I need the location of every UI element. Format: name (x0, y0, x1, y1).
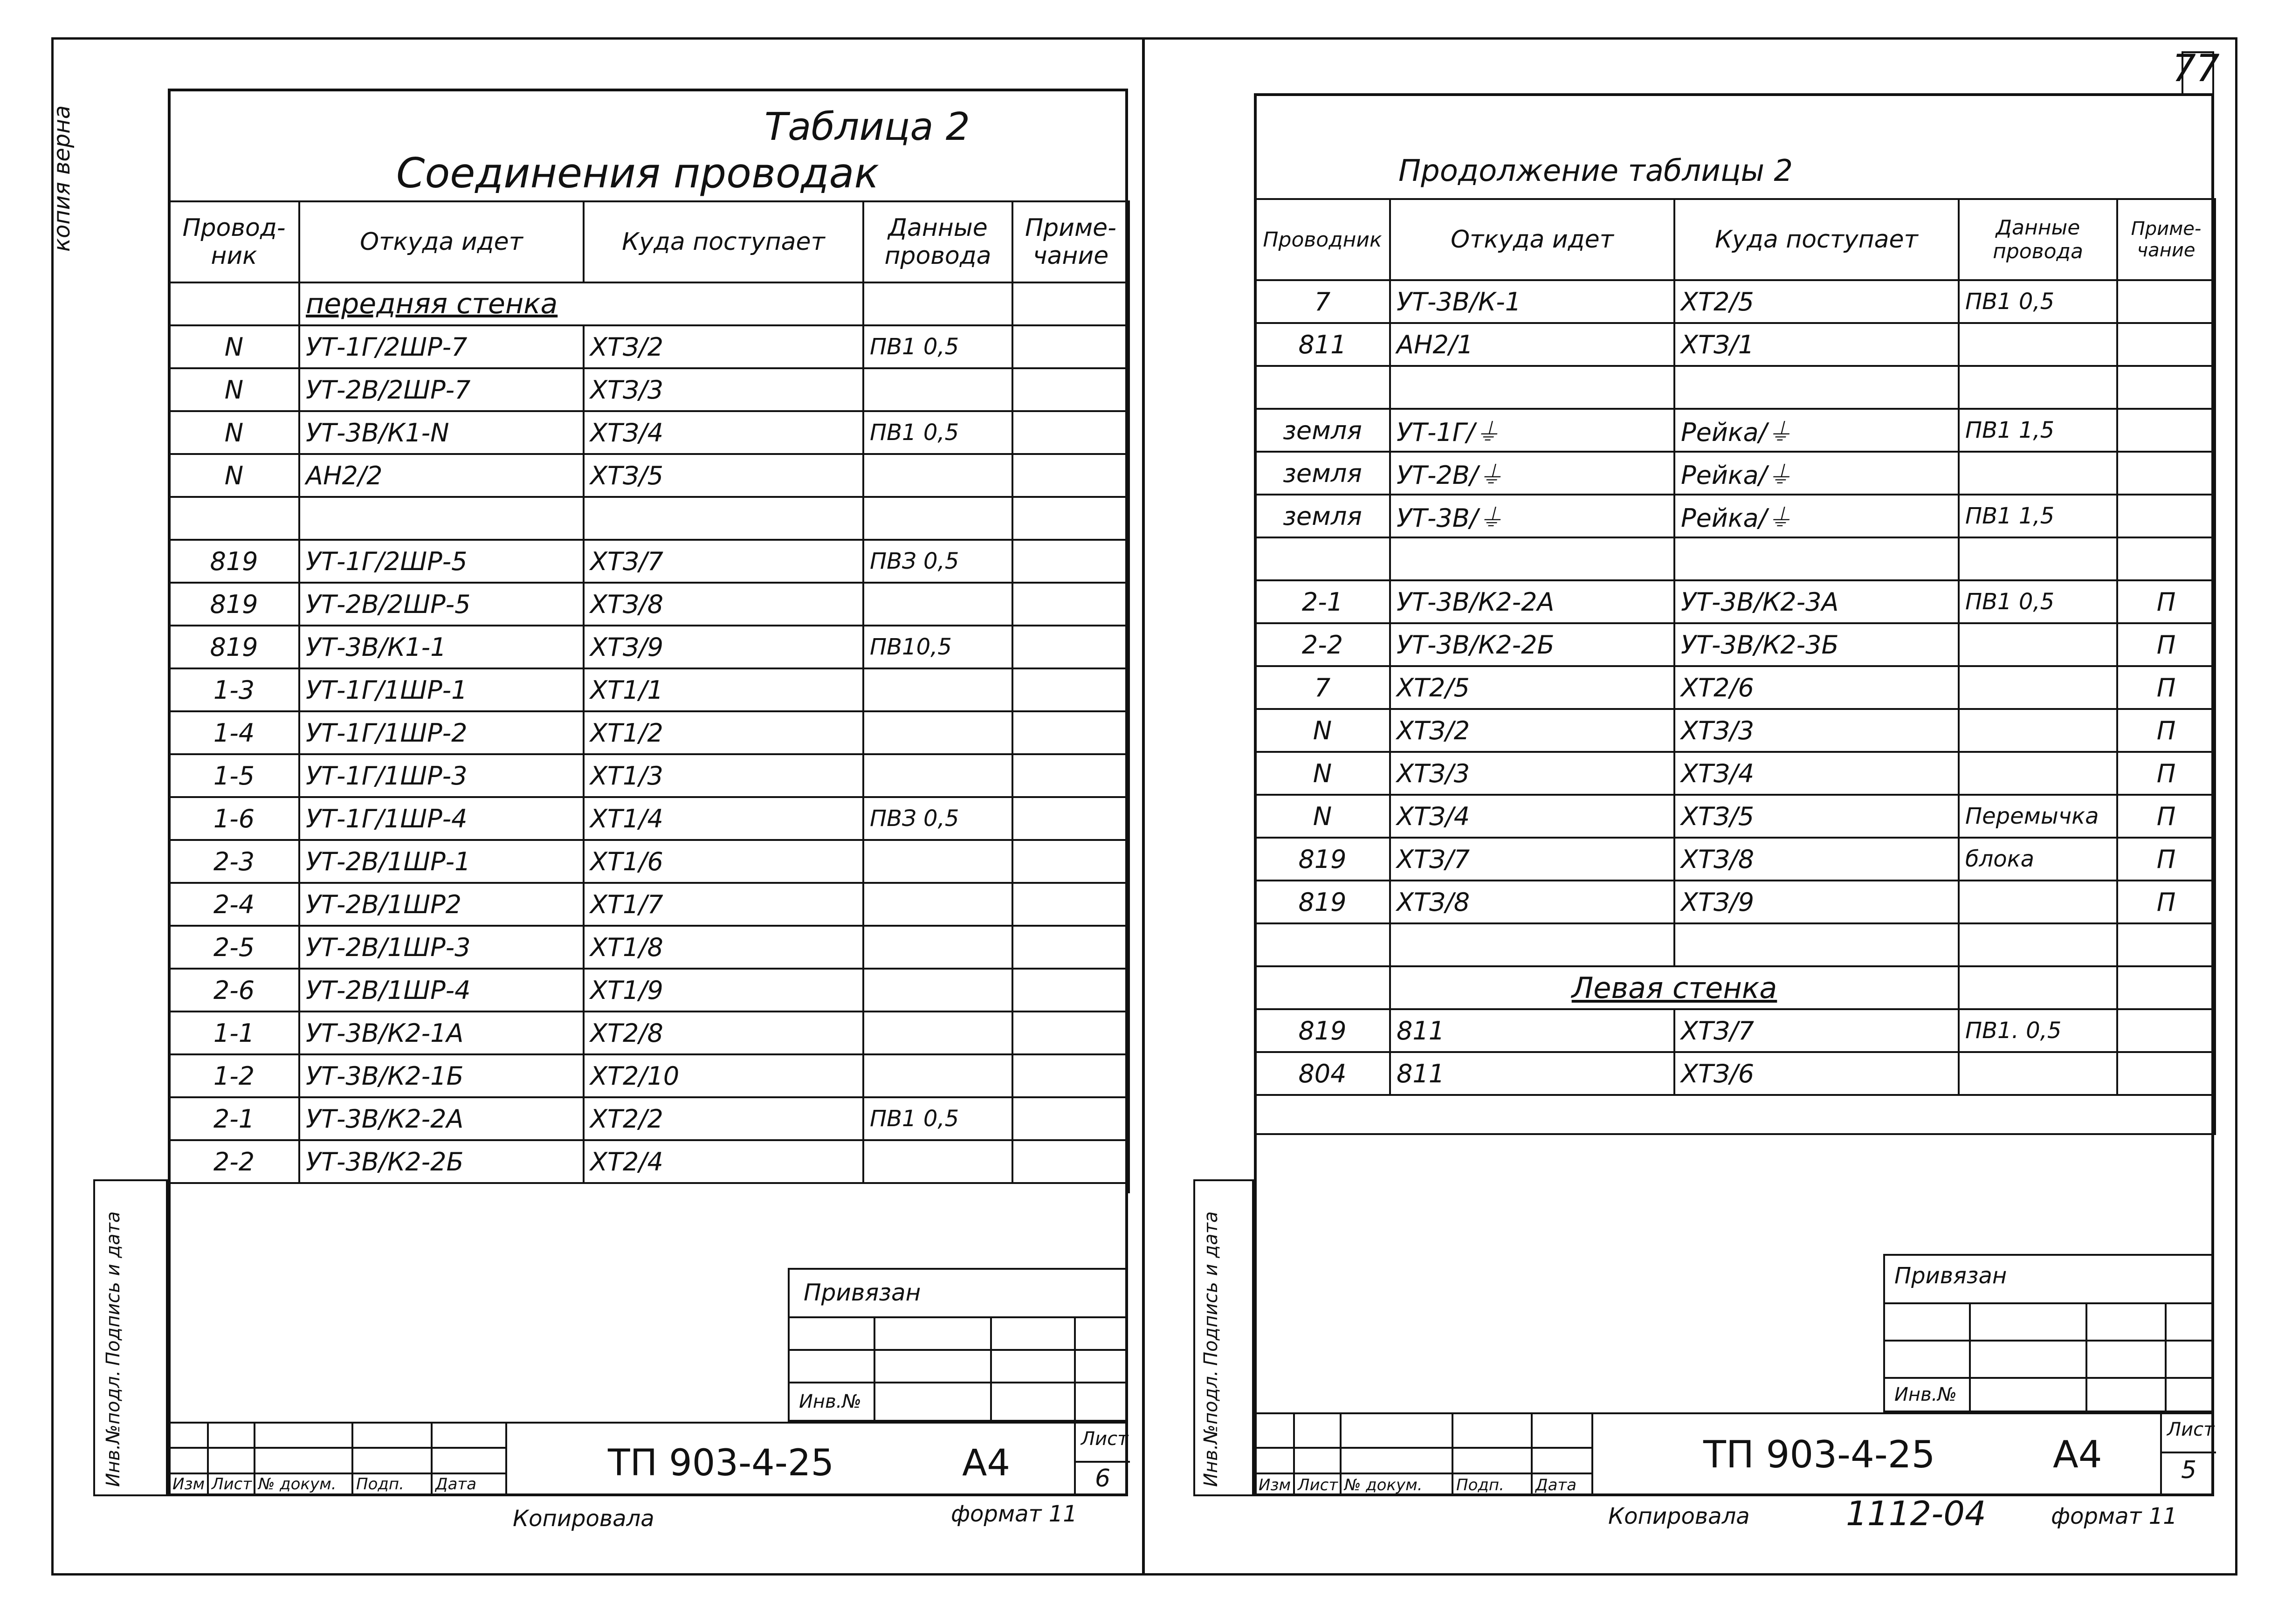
table-row (169, 1054, 1129, 1097)
left-header-row (169, 201, 1129, 282)
cell-to (584, 497, 863, 540)
cell-wire-data (1959, 1052, 2117, 1095)
cell-wire: 804 (1255, 1052, 1390, 1095)
left-sheet-label: Лист (1081, 1428, 1129, 1450)
cell-note (1012, 883, 1129, 926)
cell-wire (1255, 366, 1390, 409)
table-row (1255, 1052, 2215, 1095)
right-format-code: А4 (2053, 1433, 2102, 1476)
cell-wire-data (863, 969, 1012, 1012)
cell-note (2117, 323, 2215, 366)
cell-wire-data: ПВЗ 0,5 (863, 797, 1012, 840)
cell-from: ХТЗ/2 (1390, 709, 1674, 752)
cell-wire-data (1959, 366, 2117, 409)
cell-wire: 819 (1255, 881, 1390, 923)
right-vlabel-sign: Подпись и дата (1200, 1211, 1222, 1366)
left-stamp-col-date: Дата (435, 1475, 477, 1493)
left-copied-by: Копировала (513, 1506, 654, 1532)
right-copied-by: Копировала (1608, 1503, 1750, 1529)
table-row (169, 454, 1129, 497)
table-row (169, 368, 1129, 411)
cell-from: УТ-1Г/⏚ (1390, 409, 1674, 452)
cell-note: П (2117, 881, 2215, 923)
left-bound-label: Привязан (804, 1279, 921, 1306)
header-wire: Проводник (1255, 199, 1390, 280)
cell-to: ХТЗ/8 (584, 583, 863, 626)
cell-wire: 7 (1255, 280, 1390, 323)
cell-note: П (2117, 709, 2215, 752)
right-bound-label: Привязан (1894, 1263, 2007, 1289)
cell-from: УТ-2В/1ШР-3 (299, 926, 584, 969)
cell-wire-data: Перемычка (1959, 795, 2117, 838)
cell-note (1012, 711, 1129, 754)
cell-note (1012, 497, 1129, 540)
cell-wire: 819 (169, 540, 299, 583)
cell-from: УТ-3В/⏚ (1390, 495, 1674, 537)
cell-to: ХТЗ/4 (1674, 752, 1959, 795)
right-page-number-box (2182, 51, 2214, 93)
table-row (169, 1012, 1129, 1054)
cell-note (2117, 495, 2215, 537)
section-left-wall: Левая стенка (1390, 966, 1959, 1009)
right-connections-table (1254, 198, 2216, 1135)
cell-wire-data: ПВ1 0,5 (1959, 580, 2117, 623)
left-table-title: Соединения проводак (396, 149, 879, 197)
table-row (169, 1140, 1129, 1183)
header-from: Откуда идет (299, 201, 584, 282)
table-row (1255, 537, 2215, 580)
left-format-note: формат 11 (951, 1501, 1077, 1527)
cell-wire: 819 (169, 626, 299, 668)
cell-from: 811 (1390, 1052, 1674, 1095)
right-sheet-label: Лист (2167, 1419, 2215, 1440)
right-section-row (1255, 966, 2215, 1009)
cell-wire: N (1255, 709, 1390, 752)
cell-wire-data (1959, 323, 2117, 366)
cell-wire: 819 (169, 583, 299, 626)
table-row (169, 540, 1129, 583)
cell-wire-data: блока (1959, 838, 2117, 881)
cell-to: ХТЗ/1 (1674, 323, 1959, 366)
table-row (1255, 280, 2215, 323)
cell-note (2117, 409, 2215, 452)
cell-to: ХТ2/4 (584, 1140, 863, 1183)
cell-to: ХТ1/9 (584, 969, 863, 1012)
left-format-code: А4 (962, 1442, 1010, 1484)
table-row (1255, 666, 2215, 709)
cell-wire: N (1255, 795, 1390, 838)
cell-from: УТ-1Г/2ШР-5 (299, 540, 584, 583)
cell-wire: земля (1255, 409, 1390, 452)
header-note: Приме-чание (1012, 201, 1129, 282)
cell-wire-data (1959, 537, 2117, 580)
cell-to: ХТЗ/7 (1674, 1009, 1959, 1052)
header-to: Куда поступает (1674, 199, 1959, 280)
cell-wire-data (863, 668, 1012, 711)
cell-from: УТ-3В/К2-2А (1390, 580, 1674, 623)
cell-to: ХТ2/8 (584, 1012, 863, 1054)
cell-wire (1255, 537, 1390, 580)
table-row (1255, 881, 2215, 923)
left-spacer (169, 1183, 1129, 1193)
cell-from: УТ-3В/К1-N (299, 411, 584, 454)
cell-note (1012, 325, 1129, 368)
cell-from: УТ-2В/1ШР-1 (299, 840, 584, 883)
cell-from: ХТЗ/7 (1390, 838, 1674, 881)
cell-wire: 1-3 (169, 668, 299, 711)
cell-from: УТ-1Г/2ШР-7 (299, 325, 584, 368)
cell-from: УТ-1Г/1ШР-3 (299, 754, 584, 797)
cell-from: УТ-3В/К2-1Б (299, 1054, 584, 1097)
left-vlabel-inv: Инв.№подл. (103, 1370, 124, 1487)
right-table-title: Продолжение таблицы 2 (1398, 154, 1793, 188)
table-row (1255, 923, 2215, 966)
right-stamp-col-doc: № докум. (1344, 1476, 1423, 1494)
cell-to: ХТЗ/4 (584, 411, 863, 454)
cell-note (1012, 368, 1129, 411)
cell-wire-data: ПВ1. 0,5 (1959, 1009, 2117, 1052)
cell-note (1012, 411, 1129, 454)
cell-note: П (2117, 623, 2215, 666)
cell-wire: N (169, 325, 299, 368)
right-vlabel-inv: Инв.№подл. (1200, 1370, 1222, 1487)
cell-to (1674, 537, 1959, 580)
cell-to: ХТЗ/6 (1674, 1052, 1959, 1095)
cell-note (1012, 1012, 1129, 1054)
left-stamp-col-doc: № докум. (258, 1475, 337, 1493)
cell-from: АН2/1 (1390, 323, 1674, 366)
cell-note (2117, 1052, 2215, 1095)
cell-to: ХТ2/2 (584, 1097, 863, 1140)
cell-note: П (2117, 838, 2215, 881)
table-row (1255, 795, 2215, 838)
cell-to: ХТЗ/8 (1674, 838, 1959, 881)
cell-wire: 7 (1255, 666, 1390, 709)
cell-note (1012, 969, 1129, 1012)
cell-wire: 2-1 (169, 1097, 299, 1140)
right-title-block (1254, 1412, 2214, 1496)
header-wire-data: Данные провода (1959, 199, 2117, 280)
cell-note: П (2117, 580, 2215, 623)
cell-wire-data: ПВ1 0,5 (863, 325, 1012, 368)
page-number: 77 (2172, 47, 2220, 90)
cell-wire-data: ПВ10,5 (863, 626, 1012, 668)
cell-from (1390, 923, 1674, 966)
table-row (169, 711, 1129, 754)
table-row (1255, 452, 2215, 495)
cell-to: ХТ1/3 (584, 754, 863, 797)
left-stamp-col-list: Лист (212, 1475, 252, 1493)
left-section-row (169, 282, 1129, 325)
left-doc-code: ТП 903-4-25 (608, 1442, 834, 1484)
table-row (1255, 580, 2215, 623)
cell-from (1390, 366, 1674, 409)
cell-wire-data: ПВ1 0,5 (863, 1097, 1012, 1140)
cell-wire: 2-1 (1255, 580, 1390, 623)
table-row (1255, 323, 2215, 366)
cell-to: ХТ1/7 (584, 883, 863, 926)
right-stamp-col-izm: Изм (1259, 1476, 1291, 1494)
cell-note (1012, 668, 1129, 711)
left-sheet-number: 6 (1095, 1465, 1111, 1493)
cell-note (1012, 1097, 1129, 1140)
cell-note: П (2117, 795, 2215, 838)
cell-to: ХТ2/5 (1674, 280, 1959, 323)
cell-to: ХТ2/10 (584, 1054, 863, 1097)
cell-from: 811 (1390, 1009, 1674, 1052)
cell-wire-data (1959, 623, 2117, 666)
header-wire: Провод-ник (169, 201, 299, 282)
cell-wire-data (1959, 752, 2117, 795)
cell-wire-data (863, 883, 1012, 926)
cell-wire-data (1959, 666, 2117, 709)
table-row (169, 883, 1129, 926)
table-row (169, 626, 1129, 668)
cell-wire: земля (1255, 452, 1390, 495)
cell-to: Рейка/⏚ (1674, 452, 1959, 495)
cell-to: ХТ1/6 (584, 840, 863, 883)
cell-wire-data (863, 1012, 1012, 1054)
header-note: Приме-чание (2117, 199, 2215, 280)
right-inv-label: Инв.№ (1894, 1384, 1957, 1405)
cell-note (1012, 454, 1129, 497)
cell-wire: 2-3 (169, 840, 299, 883)
table-row (1255, 838, 2215, 881)
cell-from: УТ-3В/К2-2А (299, 1097, 584, 1140)
cell-note (2117, 366, 2215, 409)
table-row (1255, 709, 2215, 752)
cell-to: УТ-3В/К2-3А (1674, 580, 1959, 623)
cell-wire-data (1959, 452, 2117, 495)
cell-note (1012, 926, 1129, 969)
cell-wire: 1-4 (169, 711, 299, 754)
cell-wire-data (863, 497, 1012, 540)
left-bound-block (788, 1268, 1128, 1422)
cell-wire: 811 (1255, 323, 1390, 366)
cell-note (1012, 540, 1129, 583)
cell-wire-data (863, 454, 1012, 497)
cell-wire-data (1959, 709, 2117, 752)
cell-from: УТ-2В/1ШР2 (299, 883, 584, 926)
cell-note (1012, 1140, 1129, 1183)
table-row (1255, 752, 2215, 795)
cell-wire-data (863, 368, 1012, 411)
cell-note (2117, 537, 2215, 580)
cell-to: ХТЗ/9 (584, 626, 863, 668)
cell-from: ХТЗ/8 (1390, 881, 1674, 923)
header-to: Куда поступает (584, 201, 863, 282)
cell-wire: N (1255, 752, 1390, 795)
cell-wire-data (863, 840, 1012, 883)
cell-wire: N (169, 368, 299, 411)
cell-wire-data (863, 754, 1012, 797)
cell-from: УТ-3В/К-1 (1390, 280, 1674, 323)
table-row (1255, 1009, 2215, 1052)
cell-from (1390, 537, 1674, 580)
right-stamp-col-sign: Подп. (1456, 1476, 1504, 1494)
cell-note (1012, 754, 1129, 797)
cell-note (2117, 923, 2215, 966)
cell-to: ХТ2/6 (1674, 666, 1959, 709)
cell-to: ХТЗ/3 (584, 368, 863, 411)
left-connections-table (168, 200, 1130, 1193)
table-row (169, 583, 1129, 626)
cell-to: ХТ1/2 (584, 711, 863, 754)
cell-wire: 2-5 (169, 926, 299, 969)
table-row (169, 969, 1129, 1012)
section-front-wall: передняя стенка (299, 282, 863, 325)
cell-to: ХТЗ/3 (1674, 709, 1959, 752)
cell-wire: земля (1255, 495, 1390, 537)
table-row (169, 325, 1129, 368)
cell-wire-data: ПВ1 0,5 (863, 411, 1012, 454)
right-doc-code: ТП 903-4-25 (1703, 1433, 1935, 1476)
cell-from: УТ-2В/2ШР-5 (299, 583, 584, 626)
cell-note (1012, 626, 1129, 668)
right-stamp-col-list: Лист (1298, 1476, 1338, 1494)
cell-from: УТ-1Г/1ШР-2 (299, 711, 584, 754)
table-row (169, 754, 1129, 797)
cell-from: УТ-1Г/1ШР-1 (299, 668, 584, 711)
right-spacer (1255, 1095, 2215, 1134)
cell-note: П (2117, 666, 2215, 709)
cell-to: УТ-3В/К2-3Б (1674, 623, 1959, 666)
right-copy-code: 1112-04 (1846, 1494, 1986, 1533)
left-vlabel-sign: Подпись и дата (103, 1211, 124, 1366)
cell-to (1674, 923, 1959, 966)
table-row (169, 1097, 1129, 1140)
cell-wire-data: ПВ1 1,5 (1959, 409, 2117, 452)
cell-to: Рейка/⏚ (1674, 409, 1959, 452)
cell-wire: 1-6 (169, 797, 299, 840)
table-row (169, 926, 1129, 969)
table-row (169, 840, 1129, 883)
cell-from: УТ-2В/2ШР-7 (299, 368, 584, 411)
cell-wire (1255, 923, 1390, 966)
left-stamp-col-izm: Изм (172, 1475, 205, 1493)
table-row (169, 497, 1129, 540)
cell-from: УТ-3В/К2-1А (299, 1012, 584, 1054)
cell-to: ХТ1/8 (584, 926, 863, 969)
cell-to: ХТЗ/5 (584, 454, 863, 497)
cell-from: ХТЗ/3 (1390, 752, 1674, 795)
cell-wire: 2-4 (169, 883, 299, 926)
cell-wire-data (1959, 881, 2117, 923)
center-fold-line (1142, 37, 1145, 1576)
cell-from: УТ-3В/К1-1 (299, 626, 584, 668)
cell-to: ХТЗ/2 (584, 325, 863, 368)
cell-note (2117, 452, 2215, 495)
cell-wire: 819 (1255, 1009, 1390, 1052)
table-row (1255, 623, 2215, 666)
cell-note (1012, 583, 1129, 626)
header-wire-data: Данные провода (863, 201, 1012, 282)
cell-wire-data (863, 583, 1012, 626)
cell-wire-data (863, 711, 1012, 754)
cell-note (2117, 280, 2215, 323)
cell-wire: 2-2 (1255, 623, 1390, 666)
cell-from: ХТЗ/4 (1390, 795, 1674, 838)
cell-from: УТ-2В/1ШР-4 (299, 969, 584, 1012)
cell-from: УТ-3В/К2-2Б (1390, 623, 1674, 666)
left-table-number: Таблица 2 (764, 105, 970, 149)
cell-from: ХТ2/5 (1390, 666, 1674, 709)
cell-to (1674, 366, 1959, 409)
cell-wire: 2-2 (169, 1140, 299, 1183)
cell-wire (169, 497, 299, 540)
cell-note: П (2117, 752, 2215, 795)
cell-note (1012, 797, 1129, 840)
table-row (1255, 366, 2215, 409)
cell-from: УТ-3В/К2-2Б (299, 1140, 584, 1183)
right-bound-block (1883, 1254, 2214, 1412)
cell-wire-data: ПВЗ 0,5 (863, 540, 1012, 583)
cell-wire: 1-5 (169, 754, 299, 797)
cell-wire: 819 (1255, 838, 1390, 881)
cell-from: УТ-2В/⏚ (1390, 452, 1674, 495)
cell-from (299, 497, 584, 540)
cell-wire-data (863, 1140, 1012, 1183)
cell-to: ХТЗ/9 (1674, 881, 1959, 923)
cell-to: ХТ1/1 (584, 668, 863, 711)
left-stamp-col-sign: Подп. (356, 1475, 404, 1493)
cell-note (2117, 1009, 2215, 1052)
cell-from: АН2/2 (299, 454, 584, 497)
cell-wire: N (169, 454, 299, 497)
right-header-row (1255, 199, 2215, 280)
cell-wire: 1-1 (169, 1012, 299, 1054)
cell-wire: 2-6 (169, 969, 299, 1012)
cell-wire-data (1959, 923, 2117, 966)
right-format-note: формат 11 (2051, 1503, 2177, 1529)
cell-to: ХТЗ/5 (1674, 795, 1959, 838)
table-row (169, 797, 1129, 840)
right-sheet-number: 5 (2181, 1456, 2197, 1484)
side-note: копия верна (49, 105, 75, 252)
cell-wire: 1-2 (169, 1054, 299, 1097)
cell-wire-data (863, 926, 1012, 969)
cell-to: ХТ1/4 (584, 797, 863, 840)
cell-note (1012, 1054, 1129, 1097)
cell-to: Рейка/⏚ (1674, 495, 1959, 537)
cell-note (1012, 840, 1129, 883)
cell-wire: N (169, 411, 299, 454)
left-inv-label: Инв.№ (799, 1391, 861, 1412)
cell-wire-data: ПВ1 0,5 (1959, 280, 2117, 323)
left-title-block (168, 1422, 1128, 1496)
table-row (1255, 409, 2215, 452)
cell-from: УТ-1Г/1ШР-4 (299, 797, 584, 840)
cell-wire-data (863, 1054, 1012, 1097)
table-row (1255, 495, 2215, 537)
table-row (169, 668, 1129, 711)
header-from: Откуда идет (1390, 199, 1674, 280)
cell-wire-data: ПВ1 1,5 (1959, 495, 2117, 537)
table-row (169, 411, 1129, 454)
cell-to: ХТЗ/7 (584, 540, 863, 583)
right-stamp-col-date: Дата (1535, 1476, 1577, 1494)
